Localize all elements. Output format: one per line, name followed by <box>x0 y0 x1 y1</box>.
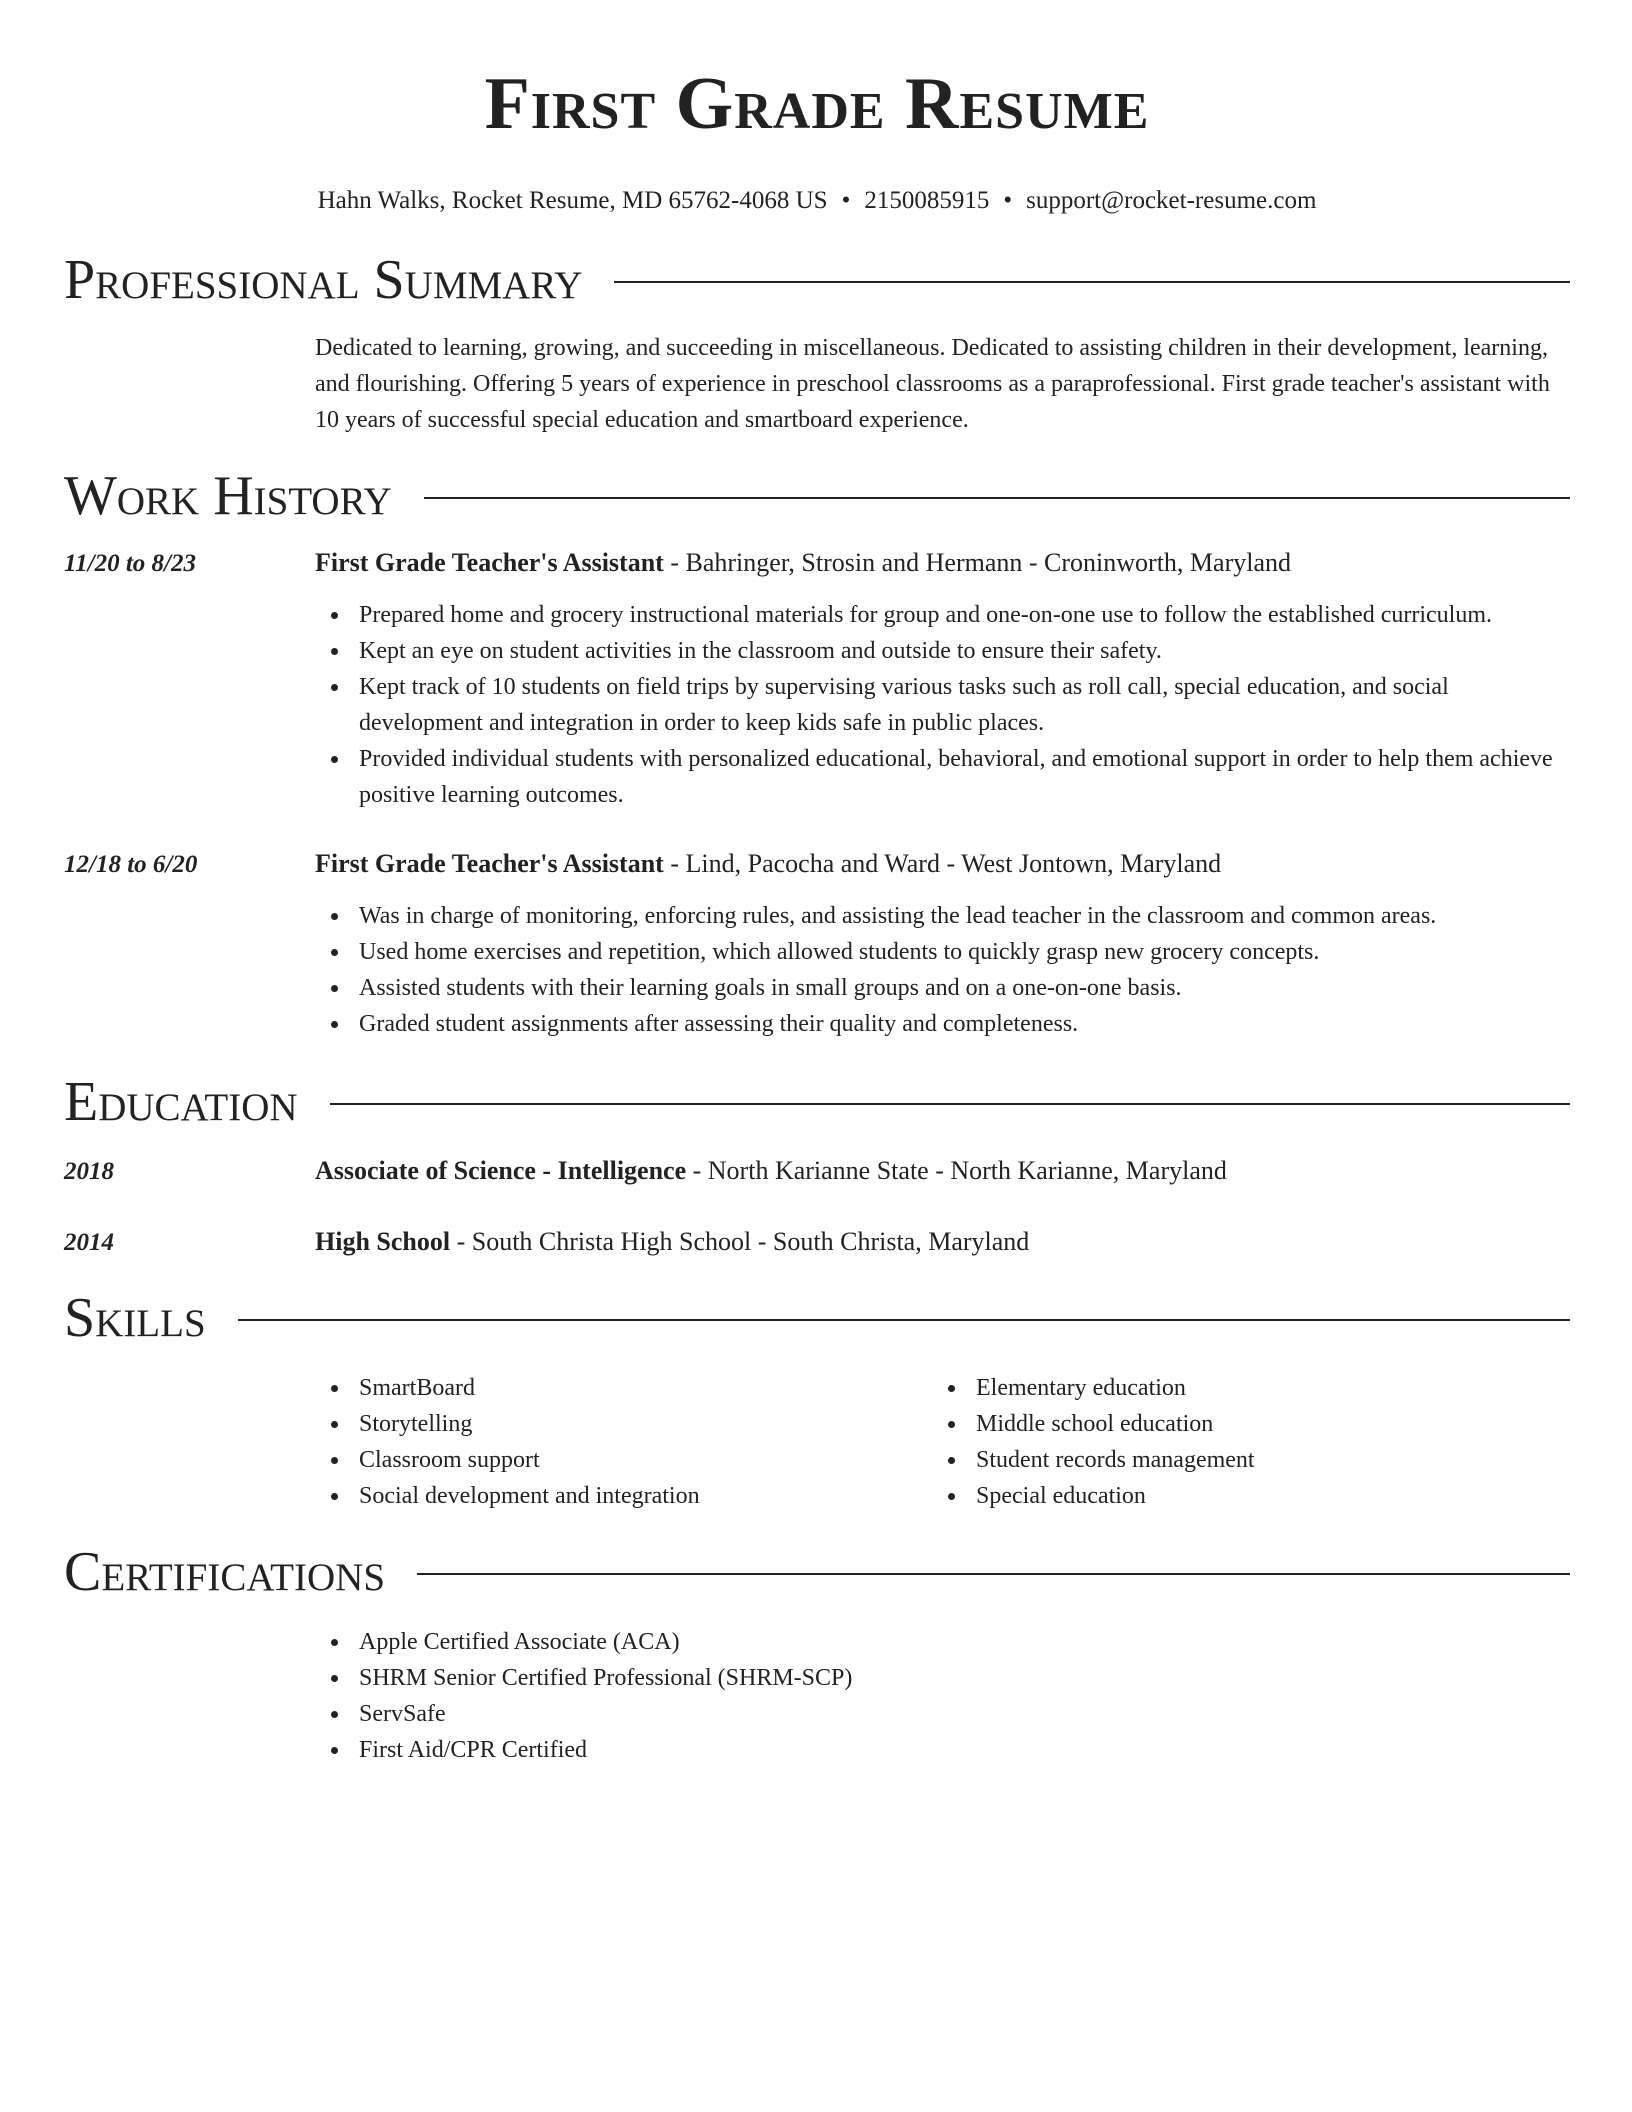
contact-line <box>64 186 1570 216</box>
list-item: Assisted students with their learning goals in small groups and on a one-on-one basis. <box>315 970 1570 1006</box>
list-item: Elementary education <box>932 1370 1549 1406</box>
section-skills <box>64 1286 1570 1350</box>
list-item: Was in charge of monitoring, enforcing rules, and assisting the lead teacher in the classroom and common areas. <box>315 898 1570 934</box>
list-item: Social development and integration <box>315 1478 932 1514</box>
list-item: ServSafe <box>315 1696 1570 1732</box>
list-item: Kept track of 10 students on field trips by supervising various tasks such as roll call, special education, and social development and integration in order to keep kids safe in public places. <box>315 669 1570 741</box>
list-item: Kept an eye on student activities in the classroom and outside to ensure their safety. <box>315 633 1570 669</box>
list-item: Special education <box>932 1478 1549 1514</box>
education-year: 2014 <box>64 1229 114 1256</box>
list-item: Graded student assignments after assessing their quality and completeness. <box>315 1006 1570 1042</box>
skills-column-left <box>315 1370 932 1514</box>
list-item: Provided individual students with personalized educational, behavioral, and emotional support in order to help them achieve positive learning outcomes. <box>315 741 1570 813</box>
job-details: - Bahringer, Strosin and Hermann - Croninworth, Maryland <box>663 548 1292 577</box>
education-details: - North Karianne State - North Karianne, Maryland <box>686 1156 1227 1185</box>
contact-separator: • <box>1003 187 1013 214</box>
job-heading <box>315 546 1291 580</box>
education-entry <box>64 1225 1570 1260</box>
job-entry <box>64 847 1570 1042</box>
contact-separator: • <box>841 187 851 214</box>
job-entry <box>64 546 1570 813</box>
job-heading <box>315 847 1221 881</box>
section-heading: Work History <box>64 465 392 527</box>
job-bullets <box>315 898 1570 1042</box>
job-title: First Grade Teacher's Assistant <box>315 548 664 577</box>
contact-email: support@rocket-resume.com <box>1026 187 1317 214</box>
education-heading <box>315 1225 1029 1259</box>
section-heading: Certifications <box>64 1541 386 1603</box>
list-item: SHRM Senior Certified Professional (SHRM-SCP) <box>315 1660 1570 1696</box>
section-heading: Professional Summary <box>64 249 583 311</box>
section-divider <box>417 1573 1570 1575</box>
list-item: Student records management <box>932 1442 1549 1478</box>
skills-list <box>315 1370 1570 1514</box>
list-item: Storytelling <box>315 1406 932 1442</box>
section-divider <box>330 1103 1570 1105</box>
list-item: First Aid/CPR Certified <box>315 1732 1570 1768</box>
education-degree: High School <box>315 1227 451 1256</box>
education-year: 2018 <box>64 1158 114 1185</box>
education-entry <box>64 1154 1570 1189</box>
section-certifications <box>64 1540 1570 1604</box>
contact-phone: 2150085915 <box>864 187 990 214</box>
section-heading: Education <box>64 1071 298 1133</box>
section-professional-summary <box>64 248 1570 312</box>
section-divider <box>238 1319 1570 1321</box>
list-item: Apple Certified Associate (ACA) <box>315 1624 1570 1660</box>
skills-column-right <box>932 1370 1549 1514</box>
job-dates: 11/20 to 8/23 <box>64 550 196 577</box>
list-item: Used home exercises and repetition, which allowed students to quickly grasp new grocery concepts. <box>315 934 1570 970</box>
job-dates: 12/18 to 6/20 <box>64 851 198 878</box>
education-degree: Associate of Science - Intelligence <box>315 1156 687 1185</box>
resume-title: First Grade Resume <box>484 63 1150 145</box>
certifications-list <box>315 1624 1570 1768</box>
section-divider <box>614 281 1570 283</box>
list-item: Prepared home and grocery instructional materials for group and one-on-one use to follow the established curriculum. <box>315 597 1570 633</box>
education-details: - South Christa High School - South Christa, Maryland <box>450 1227 1030 1256</box>
job-title: First Grade Teacher's Assistant <box>315 849 664 878</box>
list-item: Middle school education <box>932 1406 1549 1442</box>
contact-address: Hahn Walks, Rocket Resume, MD 65762-4068 US <box>317 187 828 214</box>
list-item: SmartBoard <box>315 1370 932 1406</box>
job-bullets <box>315 597 1570 813</box>
list-item: Classroom support <box>315 1442 932 1478</box>
section-work-history <box>64 464 1570 528</box>
section-divider <box>424 497 1570 499</box>
summary-text: Dedicated to learning, growing, and succeeding in miscellaneous. Dedicated to assisting children in their development, learning, and flourishing. Offering 5 years of experience in preschool classrooms as a paraprofessional. First grade teacher's assistant with 10 years of successful special education and smartboard experience. <box>315 335 1550 433</box>
section-education <box>64 1070 1570 1134</box>
section-heading: Skills <box>64 1287 206 1349</box>
job-details: - Lind, Pacocha and Ward - West Jontown, Maryland <box>663 849 1222 878</box>
education-heading <box>315 1154 1227 1188</box>
